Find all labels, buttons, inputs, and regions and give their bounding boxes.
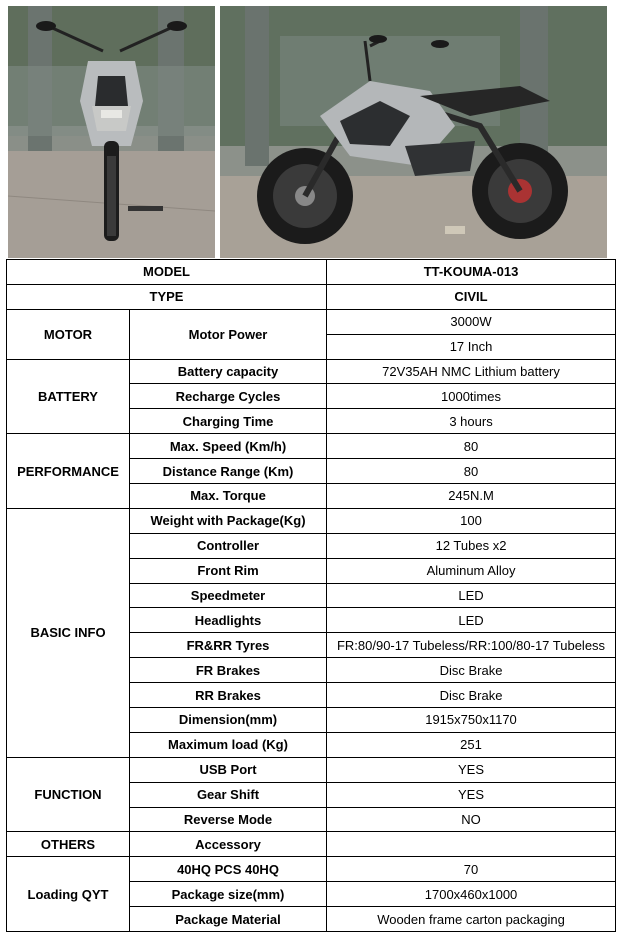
- spec-label: Speedmeter: [130, 583, 327, 608]
- type-label: TYPE: [7, 284, 327, 309]
- spec-label: Dimension(mm): [130, 708, 327, 733]
- spec-value: 3000W: [327, 309, 616, 334]
- group-label: MOTOR: [7, 309, 130, 359]
- spec-label: Package Material: [130, 907, 327, 932]
- spec-table: [6, 259, 616, 932]
- spec-value: 80: [327, 459, 616, 484]
- spec-label: Motor Power: [130, 309, 327, 359]
- spec-value: 70: [327, 857, 616, 882]
- spec-value: 1000times: [327, 384, 616, 409]
- spec-row: [7, 757, 616, 782]
- type-value: CIVIL: [327, 284, 616, 309]
- spec-label: Charging Time: [130, 409, 327, 434]
- motorcycle-front-photo: [8, 6, 215, 258]
- spec-value: 1915x750x1170: [327, 708, 616, 733]
- product-photos: [0, 0, 622, 258]
- spec-row: [7, 832, 616, 857]
- spec-label: FR Brakes: [130, 658, 327, 683]
- model-value: TT-KOUMA-013: [327, 260, 616, 285]
- group-label: FUNCTION: [7, 757, 130, 832]
- model-row: [7, 260, 616, 285]
- group-label: BATTERY: [7, 359, 130, 434]
- group-label: PERFORMANCE: [7, 434, 130, 509]
- spec-value: 17 Inch: [327, 334, 616, 359]
- motorcycle-side-photo: [220, 6, 607, 258]
- spec-value: Disc Brake: [327, 658, 616, 683]
- group-label: BASIC INFO: [7, 508, 130, 757]
- spec-label: 40HQ PCS 40HQ: [130, 857, 327, 882]
- spec-label: Distance Range (Km): [130, 459, 327, 484]
- spec-value: YES: [327, 782, 616, 807]
- spec-value: 1700x460x1000: [327, 882, 616, 907]
- spec-value: 3 hours: [327, 409, 616, 434]
- spec-label: Battery capacity: [130, 359, 327, 384]
- spec-label: RR Brakes: [130, 683, 327, 708]
- spec-label: Recharge Cycles: [130, 384, 327, 409]
- spec-value: 80: [327, 434, 616, 459]
- spec-label: Accessory: [130, 832, 327, 857]
- spec-row: [7, 857, 616, 882]
- spec-value: Disc Brake: [327, 683, 616, 708]
- spec-value: FR:80/90-17 Tubeless/RR:100/80-17 Tubeless: [327, 633, 616, 658]
- spec-row: [7, 309, 616, 334]
- spec-row: [7, 434, 616, 459]
- spec-value: 245N.M: [327, 484, 616, 509]
- spec-value: 12 Tubes x2: [327, 533, 616, 558]
- spec-value: LED: [327, 608, 616, 633]
- spec-label: Controller: [130, 533, 327, 558]
- spec-label: Maximum load (Kg): [130, 732, 327, 757]
- spec-row: [7, 359, 616, 384]
- spec-label: Weight with Package(Kg): [130, 508, 327, 533]
- spec-label: Max. Torque: [130, 484, 327, 509]
- spec-label: FR&RR Tyres: [130, 633, 327, 658]
- type-row: [7, 284, 616, 309]
- group-label: Loading QYT: [7, 857, 130, 932]
- spec-value: [327, 832, 616, 857]
- spec-value: NO: [327, 807, 616, 832]
- spec-value: LED: [327, 583, 616, 608]
- spec-label: Front Rim: [130, 558, 327, 583]
- model-label: MODEL: [7, 260, 327, 285]
- spec-value: YES: [327, 757, 616, 782]
- spec-label: Reverse Mode: [130, 807, 327, 832]
- spec-label: USB Port: [130, 757, 327, 782]
- group-label: OTHERS: [7, 832, 130, 857]
- spec-label: Gear Shift: [130, 782, 327, 807]
- spec-value: 251: [327, 732, 616, 757]
- spec-value: 72V35AH NMC Lithium battery: [327, 359, 616, 384]
- spec-value: Wooden frame carton packaging: [327, 907, 616, 932]
- spec-value: Aluminum Alloy: [327, 558, 616, 583]
- spec-value: 100: [327, 508, 616, 533]
- spec-label: Max. Speed (Km/h): [130, 434, 327, 459]
- spec-row: [7, 508, 616, 533]
- spec-label: Package size(mm): [130, 882, 327, 907]
- spec-label: Headlights: [130, 608, 327, 633]
